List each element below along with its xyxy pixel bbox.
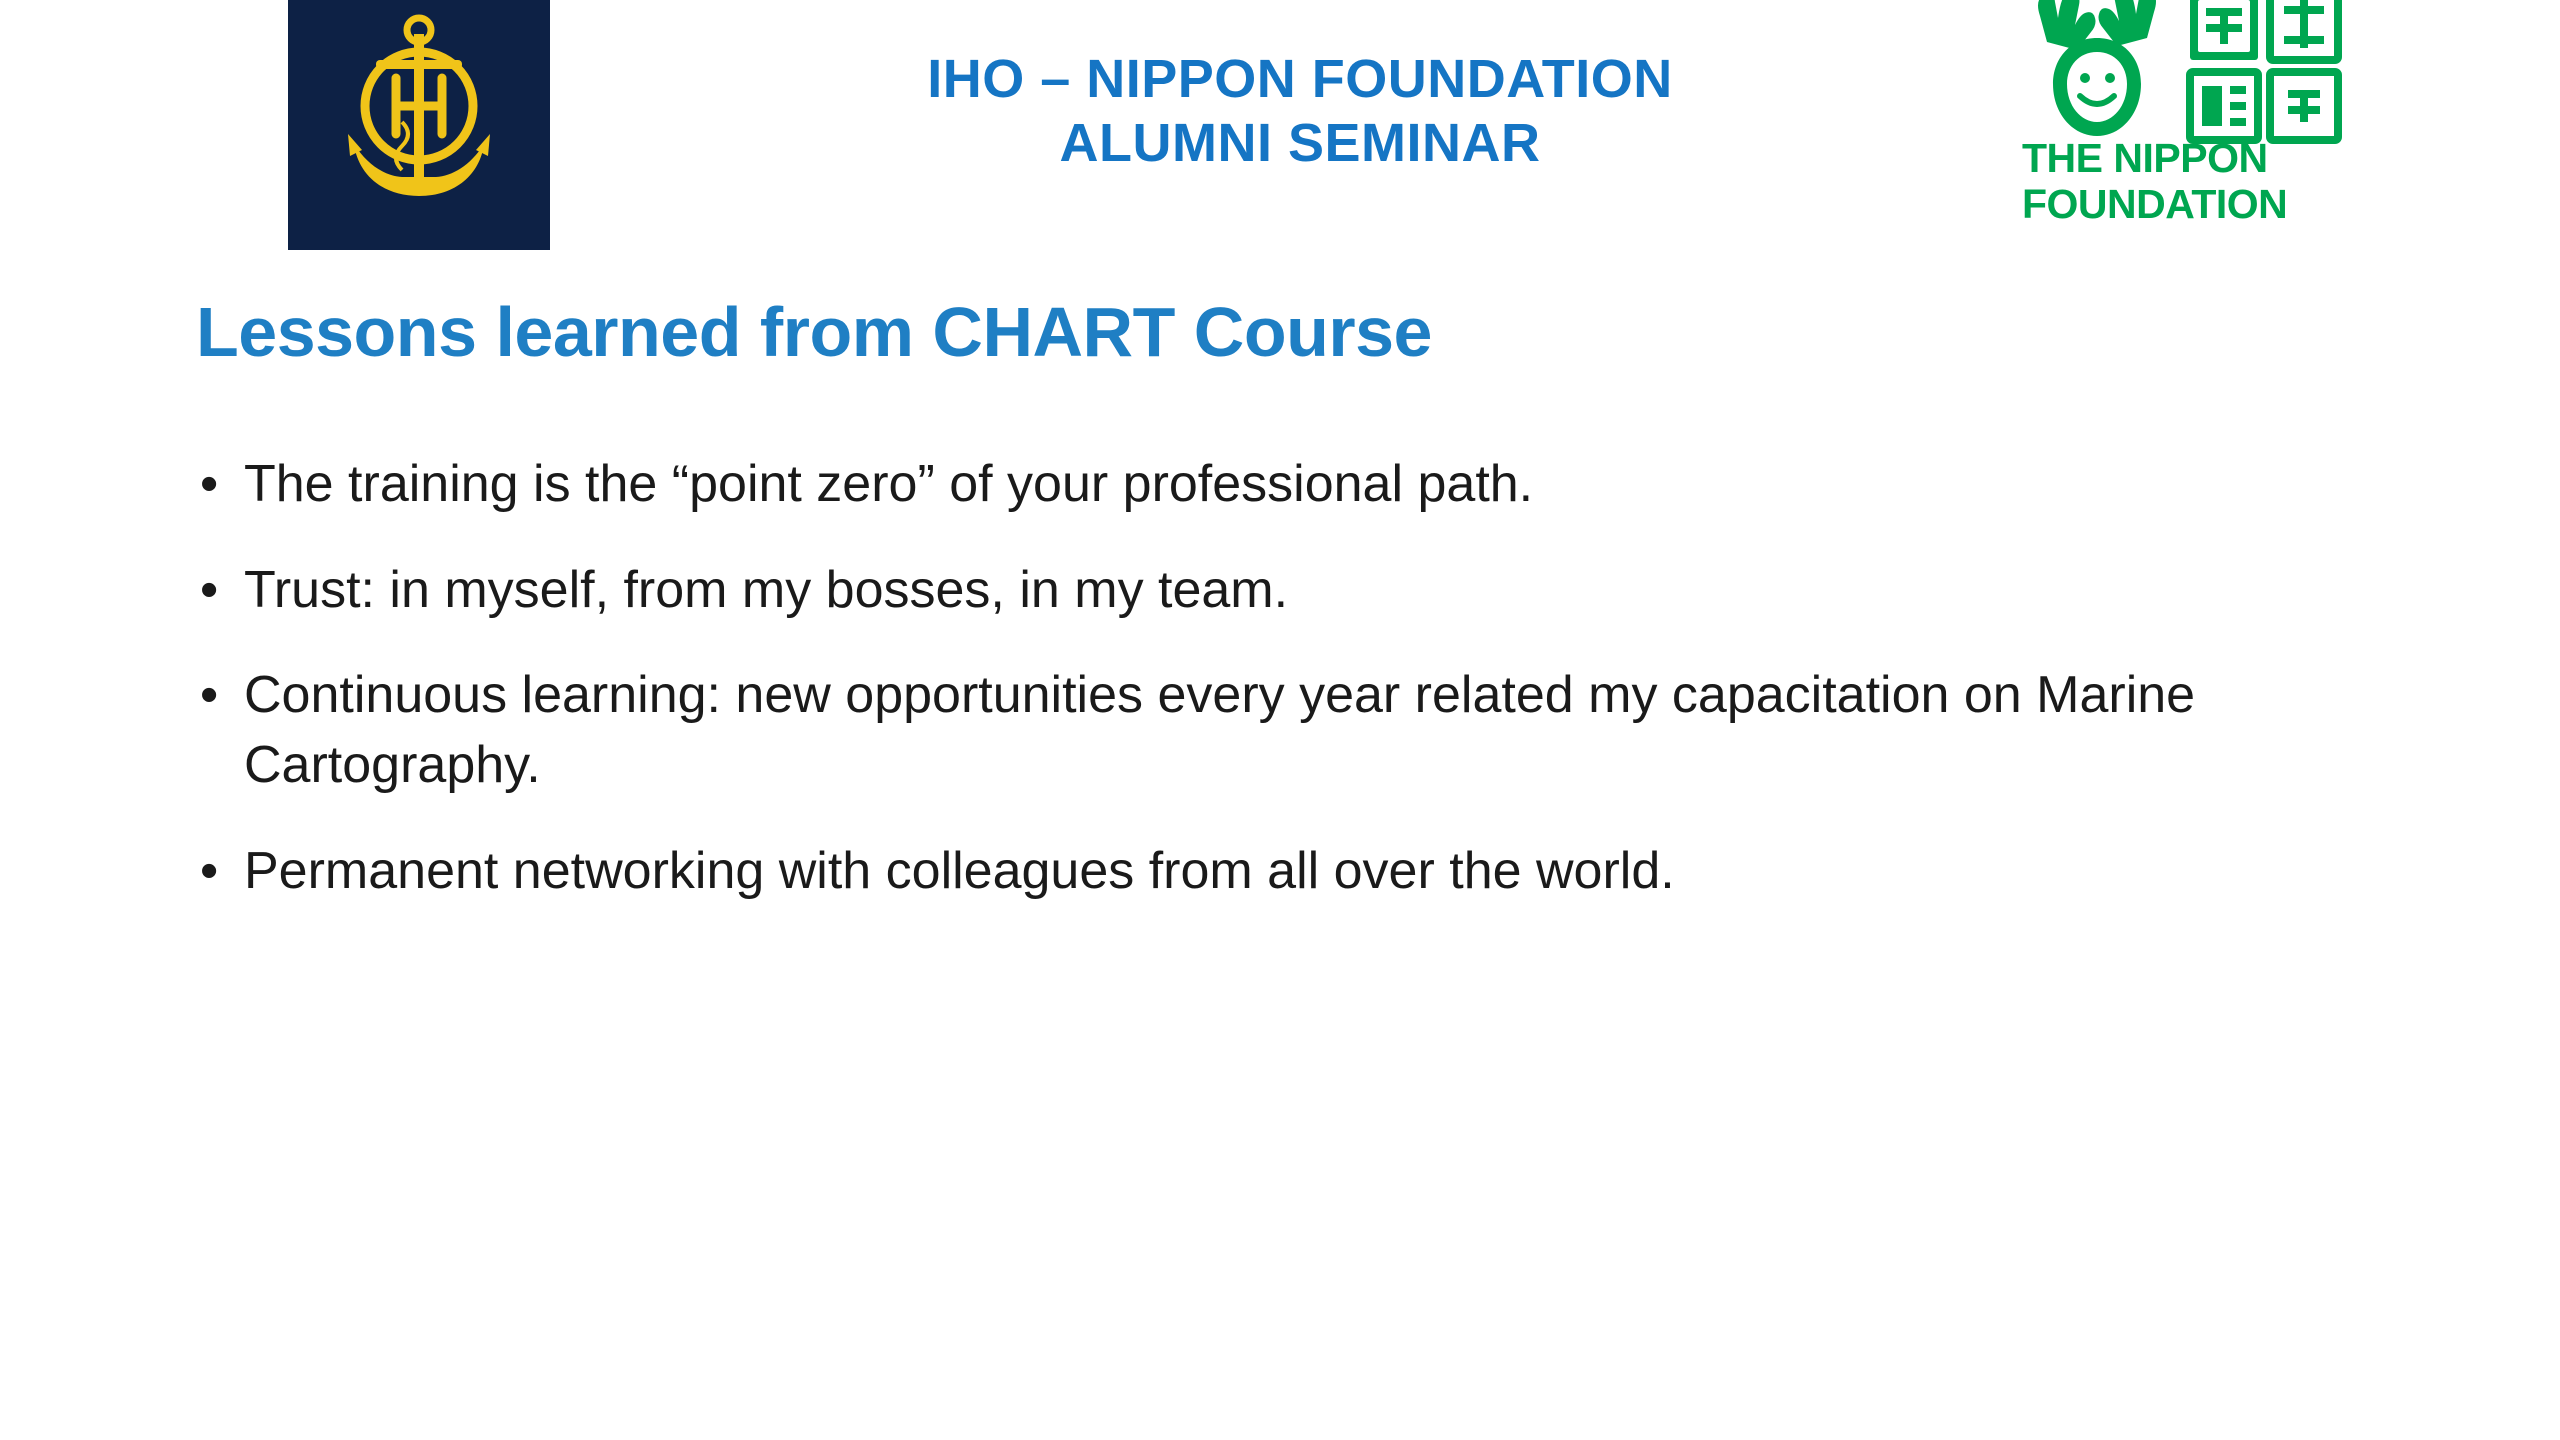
bullet-marker-icon: • [200,455,219,513]
nippon-foundation-logo [2022,0,2342,266]
list-item [196,450,2376,520]
bullet-marker-icon: • [200,841,219,900]
list-item [196,661,2376,800]
seminar-title [600,48,2000,175]
bullet-marker-icon: • [200,560,219,619]
list-item-text: The training is the “point zero” of your professional path. [244,455,1534,513]
list-item-text: Permanent networking with colleagues from all over the world. [244,841,1675,900]
iho-anchor-logo [288,0,550,250]
list-item [196,556,2376,626]
seminar-title-line2: ALUMNI SEMINAR [1059,112,1541,173]
bullet-list [196,450,2376,942]
slide-header [0,0,2560,270]
bullet-marker-icon: • [200,666,219,725]
nippon-wordmark-line1: THE NIPPON [2022,135,2268,181]
page-title: Lessons learned from CHART Course [196,293,1432,371]
nippon-wordmark-line2: FOUNDATION [2022,180,2288,227]
list-item [196,837,2376,907]
list-item-text: Continuous learning: new opportunities every year related my capacitation on Marine Cartography. [244,666,2196,795]
seminar-title-line1: IHO – NIPPON FOUNDATION [927,49,1673,109]
nippon-foundation-wordmark [2022,136,2322,228]
list-item-text: Trust: in myself, from my bosses, in my team. [244,560,1289,619]
